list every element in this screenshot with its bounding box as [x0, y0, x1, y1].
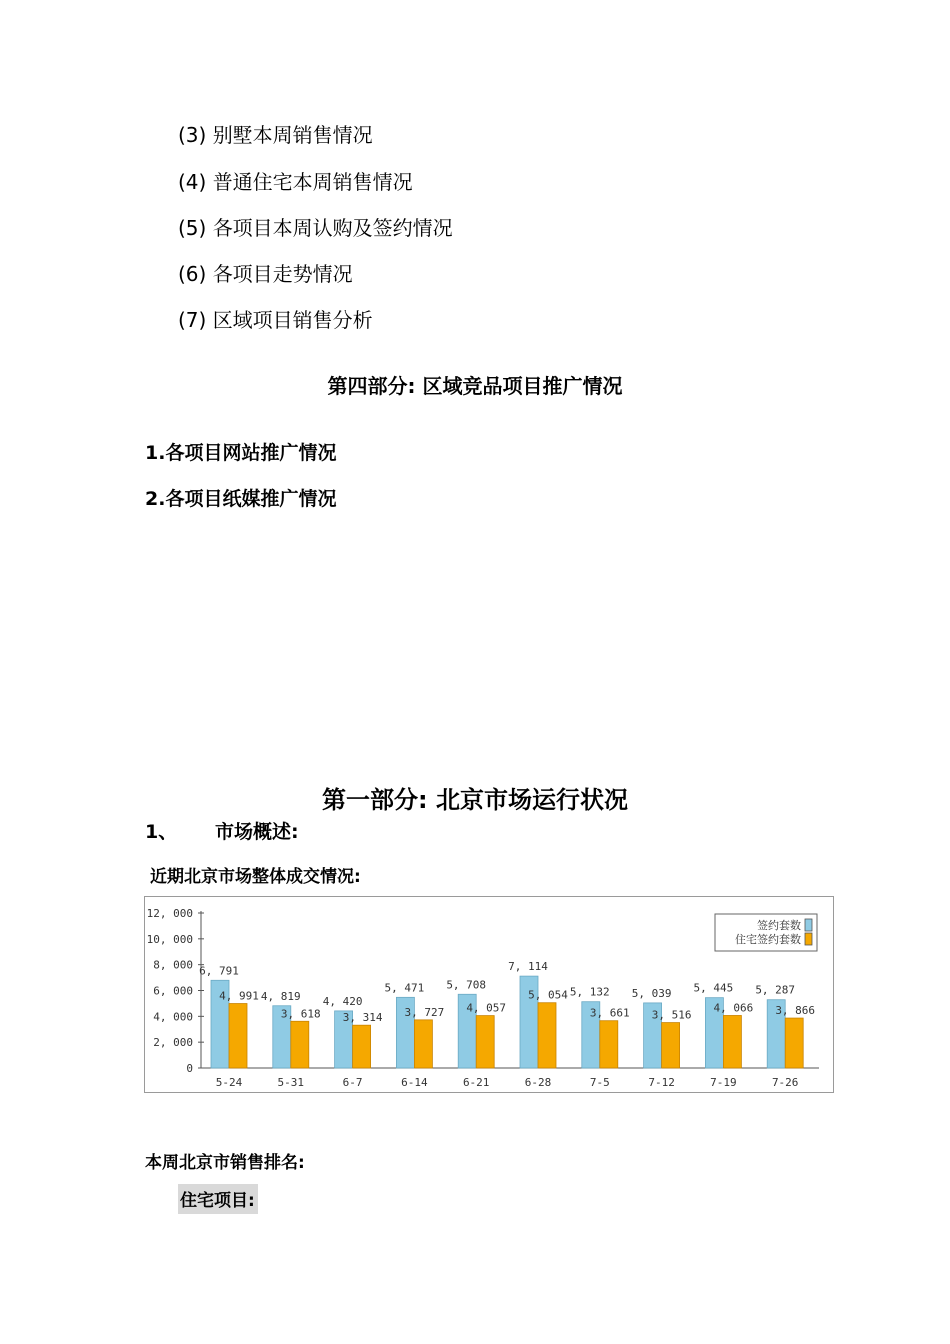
x-tick-label: 6-28 — [524, 1076, 552, 1089]
section1-heading — [145, 817, 299, 844]
legend-label: 住宅签约套数 — [735, 933, 801, 946]
data-label-签约套数: 6, 791 — [199, 964, 239, 978]
data-label-住宅签约套数: 3, 661 — [589, 1006, 630, 1020]
y-tick-label: 4, 000 — [153, 1010, 193, 1024]
data-label-住宅签约套数: 3, 618 — [280, 1007, 321, 1021]
bar-住宅签约套数 — [353, 1025, 371, 1068]
y-tick-label: 8, 000 — [153, 958, 193, 972]
x-tick-label: 7-5 — [589, 1076, 610, 1089]
x-tick-label: 6-21 — [462, 1076, 490, 1089]
data-label-住宅签约套数: 4, 066 — [713, 1001, 754, 1015]
legend-swatch — [805, 933, 812, 945]
x-tick-label: 7-26 — [771, 1076, 799, 1089]
y-tick-label: 10, 000 — [146, 932, 193, 946]
data-label-签约套数: 5, 039 — [631, 986, 672, 1000]
chart-caption: 近期北京市场整体成交情况: — [150, 867, 361, 887]
bar-住宅签约套数 — [414, 1020, 432, 1068]
bar-住宅签约套数 — [662, 1023, 680, 1068]
bar-住宅签约套数 — [723, 1015, 741, 1068]
section1-number: 1、 — [145, 821, 178, 843]
legend-label: 签约套数 — [757, 919, 801, 932]
outline-item-6: (6) 各项目走势情况 — [178, 262, 353, 286]
x-tick-label: 5-31 — [277, 1076, 305, 1089]
x-tick-label: 7-19 — [710, 1076, 737, 1089]
outline-item-4: (4) 普通住宅本周销售情况 — [178, 170, 413, 194]
sales-chart — [144, 896, 834, 1093]
data-label-签约套数: 4, 819 — [260, 989, 301, 1003]
outline-item-7: (7) 区域项目销售分析 — [178, 308, 373, 332]
data-label-住宅签约套数: 3, 314 — [342, 1011, 383, 1025]
bar-住宅签约套数 — [476, 1016, 494, 1068]
data-label-签约套数: 7, 114 — [508, 960, 548, 974]
x-tick-label: 7-12 — [648, 1076, 675, 1089]
bar-住宅签约套数 — [600, 1021, 618, 1068]
part4-heading: 第四部分: 区域竞品项目推广情况 — [327, 374, 623, 398]
bar-住宅签约套数 — [538, 1003, 556, 1068]
y-tick-label: 6, 000 — [153, 984, 193, 998]
data-label-住宅签约套数: 3, 727 — [404, 1005, 445, 1019]
y-tick-label: 12, 000 — [146, 907, 193, 920]
data-label-住宅签约套数: 4, 057 — [466, 1001, 507, 1015]
x-tick-label: 6-7 — [342, 1076, 363, 1089]
bar-住宅签约套数 — [229, 1004, 247, 1068]
outline-item-5: (5) 各项目本周认购及签约情况 — [178, 216, 453, 240]
data-label-签约套数: 5, 471 — [384, 981, 425, 995]
data-label-住宅签约套数: 3, 516 — [651, 1008, 692, 1022]
bar-住宅签约套数 — [785, 1018, 803, 1068]
part4-item-2: 2.各项目纸媒推广情况 — [145, 488, 337, 510]
y-tick-label: 0 — [186, 1062, 193, 1075]
part4-item-1: 1.各项目网站推广情况 — [145, 442, 337, 464]
data-label-住宅签约套数: 4, 991 — [219, 989, 259, 1003]
data-label-签约套数: 5, 287 — [755, 983, 796, 997]
data-label-签约套数: 5, 132 — [569, 985, 610, 999]
part1-heading: 第一部分: 北京市场运行状况 — [322, 786, 628, 814]
residential-title: 住宅项目: — [178, 1184, 258, 1214]
x-tick-label: 6-14 — [401, 1076, 428, 1089]
sales-chart-svg — [145, 897, 833, 1092]
bar-住宅签约套数 — [291, 1021, 309, 1068]
data-label-签约套数: 5, 708 — [446, 978, 487, 992]
data-label-签约套数: 4, 420 — [322, 994, 363, 1008]
data-label-签约套数: 5, 445 — [693, 981, 734, 995]
legend-swatch — [805, 919, 812, 931]
ranking-title: 本周北京市销售排名: — [145, 1153, 305, 1173]
x-tick-label: 5-24 — [215, 1076, 243, 1089]
data-label-住宅签约套数: 5, 054 — [528, 988, 568, 1002]
data-label-住宅签约套数: 3, 866 — [775, 1004, 816, 1018]
section1-title: 市场概述: — [215, 821, 299, 843]
y-tick-label: 2, 000 — [153, 1036, 193, 1050]
outline-item-3: (3) 别墅本周销售情况 — [178, 123, 373, 147]
